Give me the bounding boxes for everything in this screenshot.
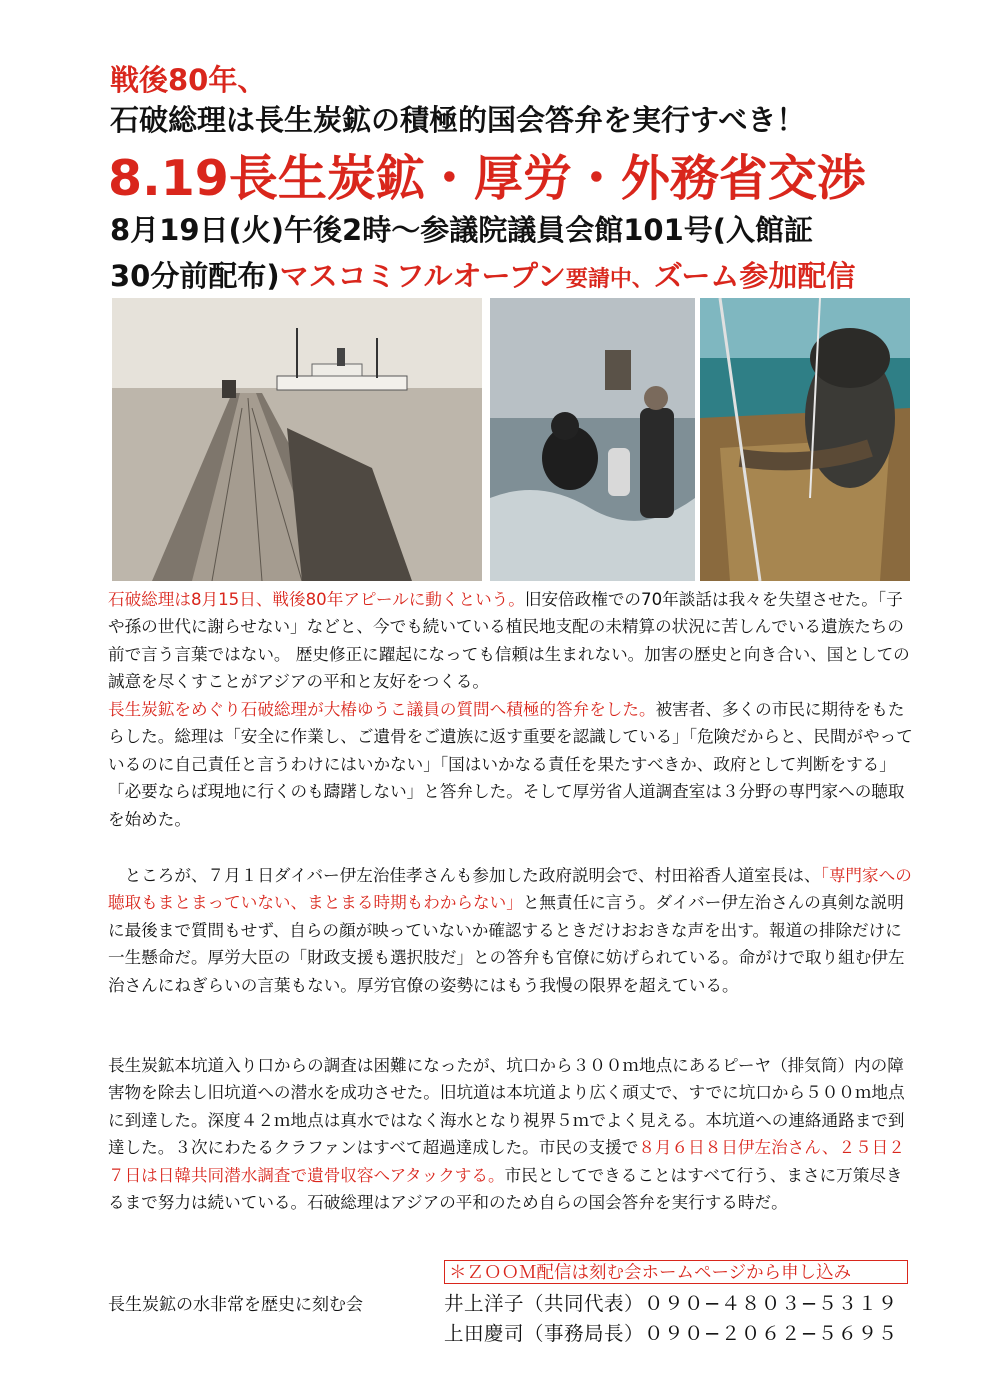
paragraph-answer-highlight: 長生炭鉱をめぐり石破総理が大椿ゆうこ議員の質問へ積極的答弁をした。: [108, 700, 656, 719]
paragraph-dive-schedule: ８月６日８日伊左治さん、２５日２７日は日韓共同潜水調査で遺骨収容へアタックする。: [108, 1138, 905, 1185]
paragraph-answer-text: 被害者、多くの市民に期待をもたらした。総理は「安全に作業し、ご遺骨をご遺族に返す重要を認識している」「危険だからと、民間がやっているのに自己責任と言うわけにはいかない」「国はいかなる責任を果たすべきか、政府として判断をする」「必要ならば現地に行くのも躊躇しない」と答弁した。そして厚労省人道調査室は３分野の専門家への聴取を始めた。: [108, 700, 913, 829]
paragraph-appeal: [108, 586, 914, 696]
event-info-line1: 8月19日(火)午後2時〜参議院議員会館101号(入館証: [110, 213, 814, 247]
paragraph-dive-text2: 市民としてできることはすべて行う、まさに万策尽きるまで努力は続いている。石破総理はアジアの平和のため自らの国会答弁を実行する時だ。: [108, 1165, 903, 1213]
paragraph-dive-progress: [108, 1052, 914, 1216]
paragraph-criticism-quote: 「専門家への聴取もまとまっていない、まとまる時期もわからない」: [108, 866, 912, 913]
main-title: 8.19長生炭鉱・厚労・外務省交渉: [108, 150, 866, 207]
info-zoom: ズーム参加配信: [653, 259, 856, 293]
pier-historic-photo: [112, 298, 482, 581]
headline-postwar: 戦後80年、: [110, 63, 267, 97]
paragraph-dive-text1: 長生炭鉱本坑道入り口からの調査は困難になったが、坑口から３００ｍ地点にあるピーヤ（排気筒）内の障害物を除去し旧坑道への潜水を成功させた。旧坑道は本坑道より広く頑丈で、すでに坑口から５００ｍ地点に到達した。深度４２ｍ地点は真水ではなく海水となり視界５ｍでよく見える。本坑道への連絡通路まで到達した。３次にわたるクラファンはすべて超過達成した。市民の支援で: [108, 1056, 905, 1158]
event-info-line2: [110, 254, 855, 295]
paragraph-appeal-highlight: 石破総理は8月15日、戦後80年アピールに動くという。: [108, 590, 525, 609]
divers-photo: [490, 298, 695, 581]
organization-name: 長生炭鉱の水非常を歴史に刻む会: [108, 1295, 363, 1315]
headline-demand: 石破総理は長生炭鉱の積極的国会答弁を実行すべき！: [110, 103, 806, 137]
info-requesting: 要請中、: [565, 267, 654, 292]
contact-inoue: 井上洋子（共同代表）０９０−４８０３−５３１９: [444, 1292, 898, 1315]
paragraph-criticism-text2: と無責任に言う。ダイバー伊左治さんの真剣な説明に最後まで質問もせず、自らの顔が映っていないか確認するときだけおおきな声を出す。報道の排除だけに一生懸命だ。厚労大臣の「財政支援も選択肢だ」との答弁も官僚に妨げられている。命がけで取り組む伊左治さんにねぎらいの言葉もない。厚労官僚の姿勢にはもう我慢の限界を超えている。: [108, 893, 905, 995]
paragraph-criticism-text1: ところが、７月１日ダイバー伊左治佳孝さんも参加した政府説明会で、村田裕香人道室長は、: [108, 866, 821, 885]
info-distribution: 30分前配布): [110, 259, 280, 293]
paragraph-answer: [108, 696, 914, 833]
wreck-photo: [700, 298, 910, 581]
zoom-notice-box: ＊ＺＯＯＭ配信は刻む会ホームページから申し込み: [444, 1260, 908, 1284]
info-press-open: マスコミフルオープン: [279, 259, 566, 293]
contact-ueda: 上田慶司（事務局長）０９０−２０６２−５６９５: [444, 1322, 898, 1345]
paragraph-criticism: [108, 862, 914, 999]
paragraph-appeal-text: 旧安倍政権での70年談話は我々を失望させた。「子や孫の世代に謝らせない」などと、今でも続いている植民地支配の未精算の状況に苦しんでいる遺族たちの前で言う言葉ではない。 歴史修正に躍起になっても信頼は生まれない。加害の歴史と向き合い、国としての誠意を尽くすことがアジアの平和と友好をつくる。: [108, 590, 910, 692]
